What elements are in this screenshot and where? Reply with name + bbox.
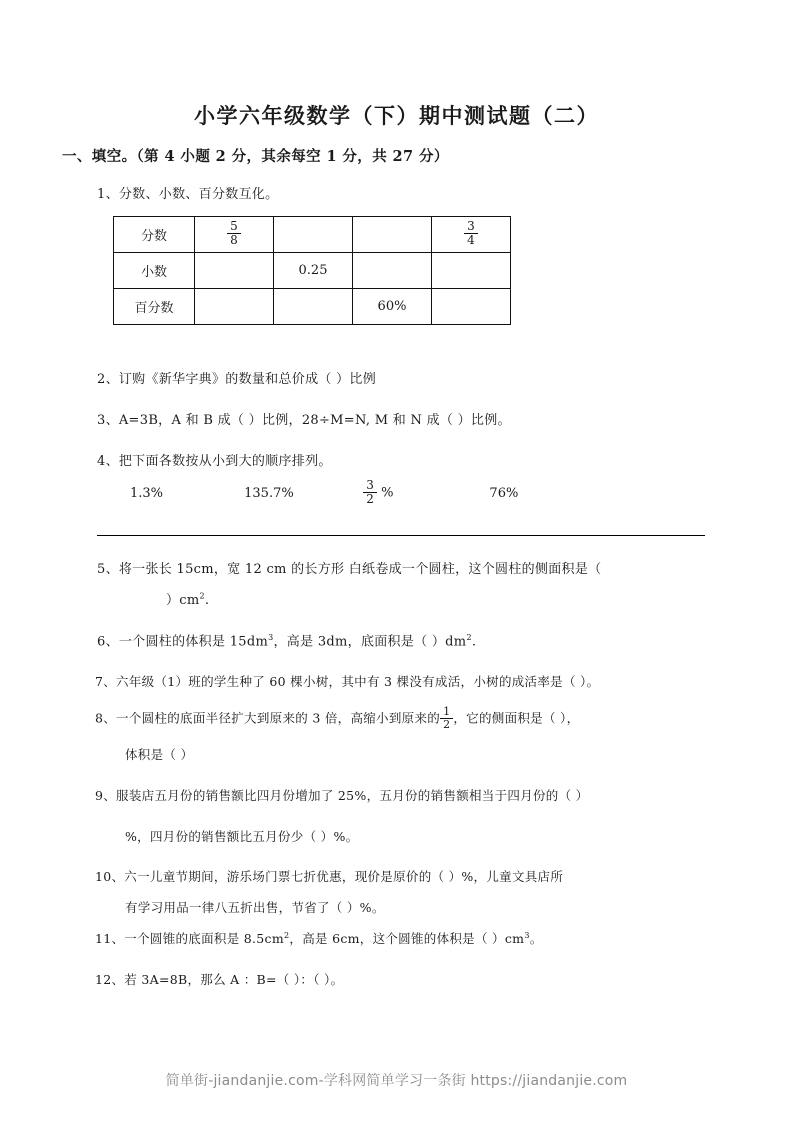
question-6	[97, 632, 476, 652]
fraction-3-over-4	[464, 220, 478, 246]
cell-fraction-3-4	[432, 217, 511, 253]
question-8-line-1	[95, 707, 579, 731]
fraction-denominator: 4	[464, 233, 478, 247]
fraction-3-over-2	[363, 479, 377, 505]
q4-value-3-percent-sign: %	[381, 485, 394, 501]
table-row	[114, 217, 511, 253]
row-header-percent: 百分数	[114, 289, 195, 325]
cell-percent-blank-3	[432, 289, 511, 325]
fraction-5-over-8	[227, 220, 241, 246]
q11-superscript-2: 3	[524, 931, 530, 940]
fraction-denominator: 8	[227, 233, 241, 247]
q11-suffix: 。	[529, 931, 543, 947]
cell-decimal-blank-3	[432, 253, 511, 289]
q5-superscript: 2	[199, 591, 205, 601]
conversion-table	[113, 216, 511, 325]
row-header-fraction: 分数	[114, 217, 195, 253]
question-4-answer-line[interactable]	[97, 535, 705, 536]
q11-superscript-1: 2	[284, 931, 290, 940]
cell-decimal-blank-1	[195, 253, 274, 289]
question-2: 2、订购《新华字典》的数量和总价成（ ）比例	[97, 372, 377, 387]
q5-unit-prefix: ）cm	[166, 593, 200, 608]
section-heading-fill-in-blanks: 一、填空。（第 4 小题 2 分，其余每空 1 分，共 27 分）	[62, 148, 449, 165]
table-row	[114, 289, 511, 325]
question-10-line-2: 有学习用品一律八五折出售，节省了（ ）%。	[125, 900, 385, 915]
q4-value-1: 1.3%	[130, 485, 164, 501]
question-5-line-1: 5、将一张长 15cm，宽 12 cm 的长方形 白纸卷成一个圆柱，这个圆柱的侧面积是（	[97, 562, 602, 577]
footer-watermark: 简单街-jiandanjie.com-学科网简单学习一条街 https://jiandanjie.com	[165, 1073, 628, 1089]
table-row	[114, 253, 511, 289]
q8-prefix: 8、一个圆柱的底面半径扩大到原来的 3 倍，高缩小到原来的	[95, 710, 441, 726]
question-4-values	[130, 480, 569, 506]
question-8-line-2: 体积是（ ）	[125, 747, 194, 762]
cell-decimal-0-25: 0.25	[274, 253, 353, 289]
fraction-denominator: 2	[440, 718, 453, 731]
cell-percent-60: 60%	[353, 289, 432, 325]
q8-suffix: ，它的侧面积是（ ），	[453, 710, 580, 726]
cell-fraction-blank-2	[353, 217, 432, 253]
q6-prefix: 6、一个圆柱的体积是 15dm	[97, 634, 269, 650]
q4-value-4: 76%	[489, 485, 519, 501]
q11-prefix: 11、一个圆锥的底面积是 8.5cm	[95, 931, 285, 947]
question-9-line-2: %，四月份的销售额比五月份少（ ）%。	[125, 829, 359, 844]
cell-percent-blank-2	[274, 289, 353, 325]
row-header-decimal: 小数	[114, 253, 195, 289]
q11-mid: ，高是 6cm，这个圆锥的体积是（ ）cm	[289, 931, 525, 947]
fraction-numerator: 1	[443, 705, 451, 718]
cell-percent-blank-1	[195, 289, 274, 325]
question-11	[95, 930, 543, 948]
q4-value-3	[363, 480, 423, 506]
cell-fraction-5-8	[195, 217, 274, 253]
question-9-line-1: 9、服装店五月份的销售额比四月份增加了 25%，五月份的销售额相当于四月份的（ ）	[95, 788, 589, 803]
fraction-denominator: 2	[363, 492, 377, 506]
q6-superscript-1: 3	[268, 633, 274, 642]
page-title: 小学六年级数学（下）期中测试题（二）	[194, 103, 599, 128]
fraction-numerator: 3	[366, 478, 374, 492]
q4-value-2: 135.7%	[244, 485, 294, 501]
question-12: 12、若 3A=8B，那么 A ：B=（ ）：（ ）。	[95, 972, 344, 987]
question-4-prompt: 4、把下面各数按从小到大的顺序排列。	[97, 454, 332, 469]
q6-suffix: .	[471, 634, 477, 650]
q6-superscript-2: 2	[466, 633, 472, 642]
fraction-1-over-2	[440, 706, 453, 730]
question-5-line-2	[166, 589, 209, 608]
fraction-numerator: 5	[230, 219, 238, 234]
cell-decimal-blank-2	[353, 253, 432, 289]
cell-fraction-blank-1	[274, 217, 353, 253]
fraction-numerator: 3	[467, 219, 475, 234]
question-3: 3、A=3B，A 和 B 成（ ）比例，28÷M=N, M 和 N 成（ ）比例。	[97, 413, 511, 428]
question-7: 7、六年级（1）班的学生种了 60 棵小树，其中有 3 棵没有成活，小树的成活率是（ ）。	[95, 674, 600, 689]
q5-unit-suffix: .	[204, 593, 210, 608]
q6-mid: ，高是 3dm，底面积是（ ）dm	[273, 634, 467, 650]
question-1-prompt: 1、分数、小数、百分数互化。	[97, 187, 279, 202]
question-10-line-1: 10、六一儿童节期间，游乐场门票七折优惠，现价是原价的（ ）%，儿童文具店所	[95, 869, 564, 884]
